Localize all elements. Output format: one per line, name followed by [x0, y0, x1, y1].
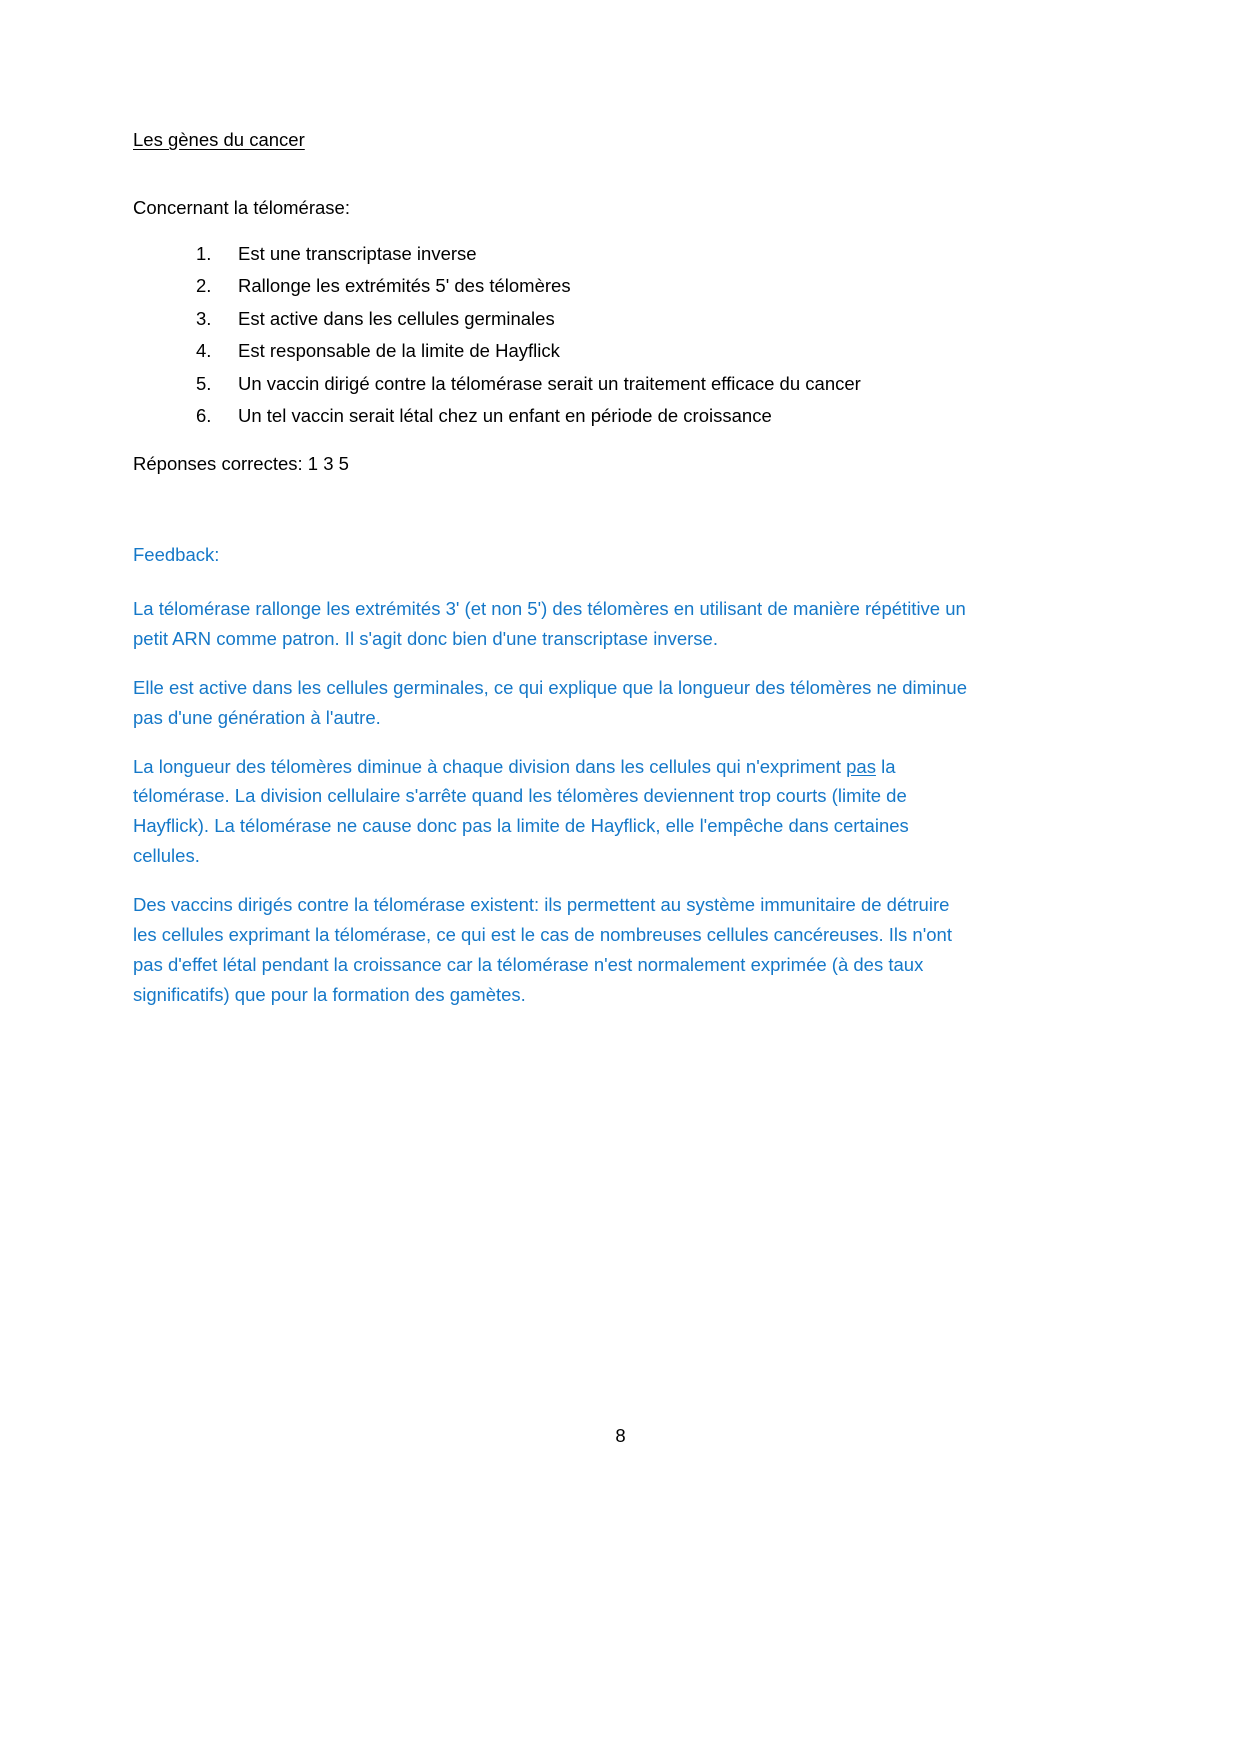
- page-title-wrapper: [133, 128, 973, 174]
- answer-option-label: Est une transcriptase inverse: [238, 242, 477, 264]
- answer-option-label: Un vaccin dirigé contre la télomérase serait un traitement efficace du cancer: [238, 372, 861, 394]
- feedback-paragraph-2: Elle est active dans les cellules germinales, ce qui explique que la longueur des télomères ne diminue pas d'une génération à l'autre.: [133, 676, 968, 728]
- page-title: Les gènes du cancer: [133, 129, 305, 150]
- correct-answers-line: Réponses correctes: 1 3 5: [133, 452, 349, 474]
- feedback-paragraph-3-part1: La longueur des télomères diminue à chaque division dans les cellules qui n'expriment: [133, 755, 847, 777]
- document-content: [133, 128, 973, 1010]
- feedback-section: [133, 543, 973, 1010]
- feedback-emphasis-pas: pas: [846, 755, 876, 777]
- answer-option-4: [196, 342, 973, 361]
- feedback-paragraph-4: Des vaccins dirigés contre la télomérase existent: ils permettent au système immunitaire de détruire les cellules exprimant la télomérase, ce qui est le cas de nombreuses cellules cancéreuses. Ils n'ont pas d'effet létal pendant la croissance car la télomérase n'est normalement exprimée (à des taux significatifs) que pour la formation des gamètes.: [133, 894, 952, 1006]
- answer-option-5: [196, 372, 973, 394]
- answer-option-label: Un tel vaccin serait létal chez un enfant en période de croissance: [238, 405, 772, 427]
- question-prompt: Concernant la télomérase:: [133, 197, 350, 219]
- answer-option-6: [196, 407, 973, 426]
- feedback-paragraph-3: [133, 752, 973, 872]
- answer-option-1: [196, 242, 973, 264]
- feedback-paragraph-3-part2: la télomérase. La division cellulaire s'arrête quand les télomères deviennent trop courts (limite de Hayflick). La télomérase ne cause donc pas la limite de Hayflick, elle l'empêche dans certaines cellules.: [133, 755, 909, 867]
- feedback-heading: Feedback:: [133, 544, 220, 566]
- answer-option-3: [196, 307, 973, 329]
- answer-option-label: Est responsable de la limite de Hayflick: [238, 340, 560, 362]
- answer-option-2: [196, 277, 973, 296]
- answer-option-label: Rallonge les extrémités 5' des télomères: [238, 275, 571, 297]
- page-number: 8: [615, 1425, 626, 1446]
- feedback-paragraph-1: La télomérase rallonge les extrémités 3' (et non 5') des télomères en utilisant de manière répétitive un petit ARN comme patron. Il s'agit donc bien d'une transcriptase inverse.: [133, 597, 966, 649]
- answer-option-label: Est active dans les cellules germinales: [238, 307, 555, 329]
- answer-options-list: [133, 242, 973, 427]
